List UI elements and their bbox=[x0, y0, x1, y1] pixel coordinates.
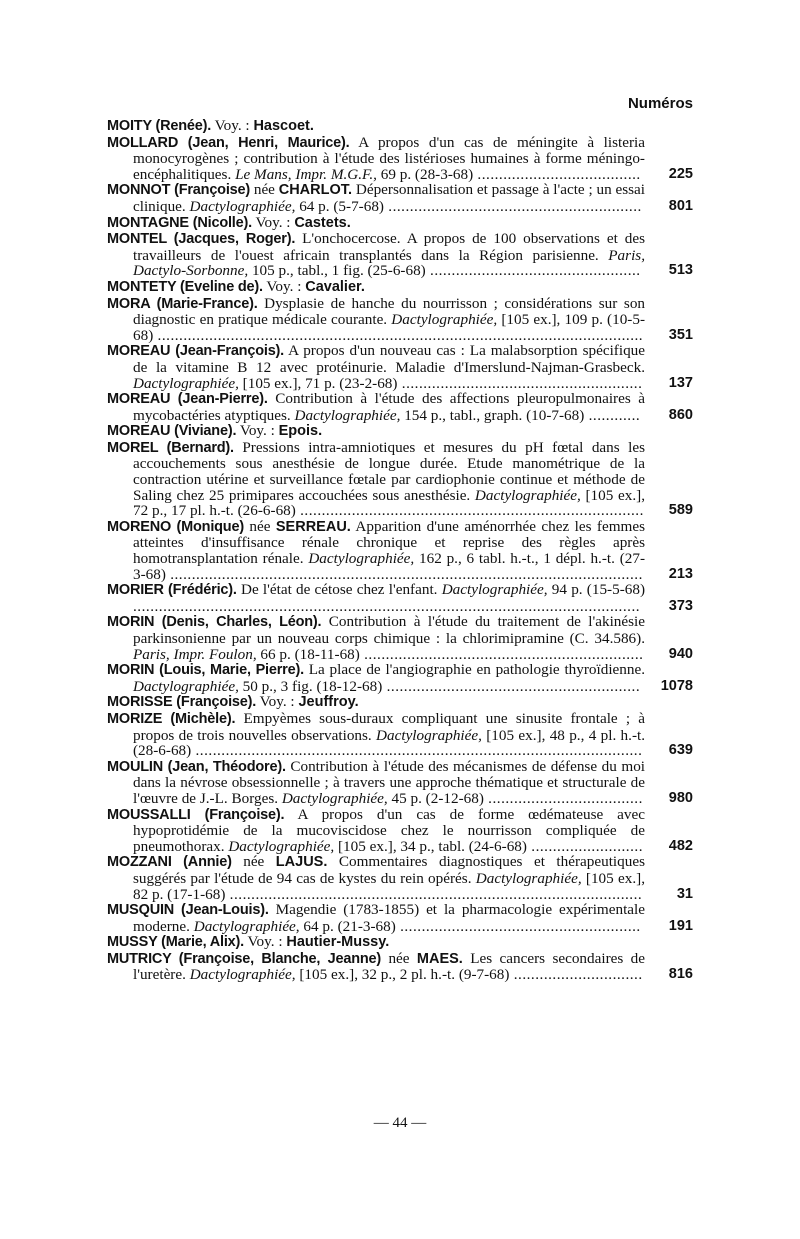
thesis-title: Contribution à l'étude des mécanismes de défense du moi dans la névrose obsessionnelle ; à travers une approche thématique et structurale de l'œuvre de J.-L. Borges. bbox=[133, 757, 646, 807]
thesis-title: Magendie (1783-1855) et la pharmacologie expérimentale moderne. bbox=[133, 901, 645, 935]
author-name: MORISSE (Françoise). bbox=[107, 694, 257, 711]
index-entry bbox=[107, 902, 693, 934]
entry-text bbox=[107, 133, 645, 183]
author-name: MOREAU (Viviane). bbox=[107, 423, 237, 440]
thesis-details: 154 p., tabl., graph. (10-7-68) bbox=[404, 406, 585, 424]
index-entry bbox=[107, 118, 693, 135]
thesis-title: Dysplasie de hanche du nourrisson ; considérations sur son diagnostic en pratique médicale courante. bbox=[133, 294, 646, 329]
page-header-numeros: Numéros bbox=[627, 95, 693, 112]
author-name: MORIN (Louis, Marie, Pierre). bbox=[107, 662, 304, 679]
author-name: MUTRICY (Françoise, Blanche, Jeanne) bbox=[107, 950, 382, 967]
cross-reference: Hascoet. bbox=[253, 118, 314, 134]
author-name: MONTAGNE (Nicolle). bbox=[107, 214, 252, 231]
thesis-number: 513 bbox=[668, 262, 693, 279]
publisher: Dactylographiée, bbox=[391, 311, 498, 329]
thesis-details: [105 ex.], 109 p. (10-5-68) bbox=[133, 311, 646, 344]
thesis-number: 801 bbox=[668, 197, 693, 214]
entry-text bbox=[107, 613, 645, 663]
index-entry bbox=[107, 854, 693, 902]
index-entry bbox=[107, 182, 693, 214]
index-entry bbox=[107, 296, 693, 344]
entry-text bbox=[107, 853, 645, 903]
index-entry bbox=[107, 279, 693, 296]
entry-list bbox=[107, 118, 693, 983]
thesis-number: 816 bbox=[668, 966, 693, 983]
thesis-number: 940 bbox=[668, 645, 693, 662]
leader-dots: ................................................. bbox=[425, 262, 641, 280]
see-also-label: Voy. : bbox=[239, 422, 279, 440]
thesis-number: 213 bbox=[668, 565, 693, 582]
entry-text bbox=[107, 342, 645, 392]
thesis-title: Pressions intra-amniotiques et mesures du pH fœtal dans les accouchements sous anesthésie de longue durée. Etude manométrique de la contraction utérine et surveillance fœtale par cardiophonie continue et méthode de Saling chez 25 primipares accouchées sous anesthésie. bbox=[133, 438, 646, 504]
index-entry bbox=[107, 694, 693, 711]
cross-reference: Jeuffroy. bbox=[298, 694, 359, 711]
thesis-number: 31 bbox=[676, 885, 693, 902]
thesis-details: 162 p., 6 tabl. h.-t., 1 dépl. h.-t. (27-3-68) bbox=[133, 550, 646, 583]
see-also-label: Voy. : bbox=[247, 933, 287, 951]
maiden-name: LAJUS. bbox=[275, 854, 328, 871]
thesis-number: 1078 bbox=[660, 677, 693, 694]
thesis-title: A propos d'un nouveau cas : La malabsorption spécifique de la vitamine B 12 avec protéinurie. Maladie d'Imerslund-Najman-Grasbeck. bbox=[133, 342, 645, 376]
publisher: Dactylographiée, bbox=[189, 966, 296, 984]
page-number: — 44 — bbox=[373, 1115, 427, 1131]
leader-dots: ...................................................................................................................... bbox=[133, 597, 641, 615]
index-entry bbox=[107, 662, 693, 694]
thesis-details: [105 ex.], 82 p. (17-1-68) bbox=[133, 869, 645, 903]
author-name: MOREAU (Jean-François). bbox=[107, 343, 285, 360]
index-entry bbox=[107, 215, 693, 232]
thesis-number: 482 bbox=[668, 837, 693, 854]
thesis-number: 351 bbox=[668, 326, 693, 343]
leader-dots: .............................. bbox=[509, 966, 643, 984]
author-name: MORIZE (Michèle). bbox=[107, 710, 236, 727]
thesis-number: 373 bbox=[668, 597, 693, 614]
leader-dots: ................................................................................................................. bbox=[153, 326, 644, 344]
author-name: MOZZANI (Annie) bbox=[107, 854, 232, 871]
nee-label: née bbox=[249, 517, 271, 535]
thesis-number: 589 bbox=[668, 502, 693, 519]
index-entry bbox=[107, 711, 693, 759]
leader-dots: ................................................................. bbox=[359, 645, 644, 663]
thesis-details: [105 ex.], 34 p., tabl. (24-6-68) bbox=[338, 837, 527, 855]
publisher: Dactylographiée, bbox=[189, 197, 296, 215]
thesis-details: 64 p. (21-3-68) bbox=[303, 917, 396, 935]
thesis-details: [105 ex.], 72 p., 17 pl. h.-t. (26-6-68) bbox=[133, 486, 645, 520]
entry-text bbox=[107, 181, 646, 215]
see-also-label: Voy. : bbox=[255, 213, 295, 231]
entry-text bbox=[107, 422, 645, 440]
thesis-details: 64 p. (5-7-68) bbox=[299, 197, 384, 215]
entry-text bbox=[107, 390, 646, 424]
publisher: Dactylographiée, bbox=[376, 726, 482, 744]
leader-dots: ................................................................................................ bbox=[225, 885, 643, 903]
thesis-number: 137 bbox=[668, 374, 693, 391]
leader-dots: ........................................................ bbox=[395, 917, 641, 935]
publisher: Le Mans, Impr. M.G.F., bbox=[235, 165, 377, 183]
thesis-title: A propos d'un cas de méningite à listeria monocyrogènes ; contribution à l'étude des listérioses humaines à forme méningo-encéphalitiques. bbox=[133, 133, 645, 183]
entry-text bbox=[107, 117, 645, 135]
publisher: Dactylographiée, bbox=[475, 869, 582, 887]
index-entry bbox=[107, 135, 693, 183]
thesis-number: 980 bbox=[668, 789, 693, 806]
index-entry bbox=[107, 231, 693, 279]
index-entry bbox=[107, 440, 693, 519]
entry-text bbox=[107, 757, 646, 807]
entry-text bbox=[107, 438, 646, 520]
entry-text bbox=[107, 213, 645, 232]
publisher: Dactylographiée, bbox=[281, 789, 388, 807]
see-also-label: Voy. : bbox=[214, 117, 254, 134]
author-name: MOREL (Bernard). bbox=[107, 439, 234, 456]
index-entry bbox=[107, 343, 693, 391]
author-name: MORENO (Monique) bbox=[107, 518, 244, 535]
entry-text bbox=[107, 949, 646, 984]
index-entry bbox=[107, 807, 693, 855]
thesis-details: 50 p., 3 fig. (18-12-68) bbox=[242, 677, 383, 695]
leader-dots: ............ bbox=[584, 406, 641, 424]
index-entry bbox=[107, 519, 693, 582]
thesis-details: 94 p. (15-5-68) bbox=[551, 581, 645, 599]
publisher: Paris, Impr. Foulon, bbox=[133, 645, 257, 663]
leader-dots: ........................................................... bbox=[382, 677, 641, 695]
maiden-name: SERREAU. bbox=[275, 518, 351, 535]
thesis-title: Contribution à l'étude du traitement de l'akinésie parkinsonienne par un nouveau corps chimique : la chlorimipramine (C. 34.586). bbox=[133, 613, 645, 647]
thesis-details: 105 p., tabl., 1 fig. (25-6-68) bbox=[251, 262, 426, 280]
author-name: MOULIN (Jean, Théodore). bbox=[107, 758, 286, 775]
thesis-number: 860 bbox=[668, 406, 693, 423]
leader-dots: ........................................................... bbox=[383, 197, 642, 215]
index-entry bbox=[107, 951, 693, 983]
thesis-details: [105 ex.], 71 p. (23-2-68) bbox=[242, 374, 398, 392]
maiden-name: MAES. bbox=[416, 950, 463, 967]
entry-text bbox=[107, 277, 645, 296]
author-name: MOUSSALLI (Françoise). bbox=[107, 806, 285, 823]
thesis-title: Commentaires diagnostiques et thérapeutiques suggérés par l'étude de 94 cas de kystes du rein opérés. bbox=[133, 853, 645, 887]
thesis-title: A propos d'un cas de forme œdémateuse avec hypoprotidémie de la mucoviscidose chez le nourrisson compliquée de pneumothorax. bbox=[133, 805, 646, 855]
publisher: Dactylographiée, bbox=[441, 581, 548, 599]
thesis-number: 191 bbox=[668, 917, 693, 934]
entry-text bbox=[107, 581, 645, 615]
author-name: MORIER (Frédéric). bbox=[107, 582, 237, 599]
thesis-details: 69 p. (28-3-68) bbox=[380, 165, 474, 183]
thesis-title: Les cancers secondaires de l'uretère. bbox=[133, 949, 646, 984]
entry-text bbox=[107, 901, 645, 935]
leader-dots: ........................................................................................................ bbox=[191, 742, 643, 760]
thesis-number: 639 bbox=[668, 742, 693, 759]
thesis-number: 225 bbox=[668, 165, 693, 182]
publisher: Dactylographiée, bbox=[228, 837, 335, 855]
thesis-title: Contribution à l'étude des affections pleuropulmonaires à mycobactéries atyptiques. bbox=[133, 390, 646, 424]
thesis-details: [105 ex.], 48 p., 4 pl. h.-t. (28-6-68) bbox=[133, 726, 646, 760]
leader-dots: ...................................... bbox=[473, 165, 641, 183]
author-name: MOREAU (Jean-Pierre). bbox=[107, 391, 268, 408]
thesis-title: Dépersonnalisation et passage à l'acte ; un essai clinique. bbox=[133, 181, 646, 215]
entry-text bbox=[107, 230, 645, 280]
thesis-title: De l'état de cétose chez l'enfant. bbox=[240, 581, 438, 599]
thesis-details: [105 ex.], 32 p., 2 pl. h.-t. (9-7-68) bbox=[299, 966, 510, 984]
index-entry bbox=[107, 582, 693, 614]
index-entry bbox=[107, 614, 693, 662]
cross-reference: Hautier-Mussy. bbox=[286, 934, 390, 951]
index-entry bbox=[107, 759, 693, 807]
author-name: MORA (Marie-France). bbox=[107, 295, 258, 312]
see-also-label: Voy. : bbox=[259, 693, 299, 711]
author-name: MONNOT (Françoise) bbox=[107, 182, 251, 199]
thesis-details: 66 p. (18-11-68) bbox=[260, 645, 360, 663]
author-name: MOLLARD (Jean, Henri, Maurice). bbox=[107, 134, 350, 151]
thesis-title: Apparition d'une aménorrhée chez les femmes atteintes d'insuffisance rénale chronique et reprise des règles après homotransplantation rénale. bbox=[133, 517, 646, 568]
entry-text bbox=[107, 709, 646, 760]
publisher: Dactylographiée, bbox=[474, 486, 581, 504]
entry-text bbox=[107, 933, 645, 951]
entry-text bbox=[107, 805, 646, 855]
publisher: Paris, Dactylo-Sorbonne, bbox=[133, 246, 645, 280]
entry-text bbox=[107, 294, 646, 344]
index-entry bbox=[107, 391, 693, 423]
entry-text bbox=[107, 693, 645, 711]
publisher: Dactylographiée, bbox=[133, 677, 239, 695]
thesis-title: La place de l'angiographie en pathologie thyroïdienne. bbox=[308, 661, 646, 679]
leader-dots: .............................................................................................................. bbox=[165, 565, 643, 583]
nee-label: née bbox=[243, 853, 265, 871]
cross-reference: Epois. bbox=[278, 423, 323, 440]
thesis-title: Empyèmes sous-duraux compliquant une sinusite frontale ; à propos de trois nouvelles observations. bbox=[133, 709, 646, 744]
leader-dots: ........................................................ bbox=[397, 374, 643, 392]
cross-reference: Castets. bbox=[294, 214, 351, 231]
author-name: MUSQUIN (Jean-Louis). bbox=[107, 902, 269, 919]
index-entry bbox=[107, 934, 693, 951]
publisher: Dactylographiée, bbox=[308, 550, 415, 568]
entry-text bbox=[107, 661, 646, 695]
publisher: Dactylographiée, bbox=[193, 917, 300, 935]
author-name: MONTETY (Eveline de). bbox=[107, 278, 263, 295]
leader-dots: .......................... bbox=[526, 837, 643, 855]
cross-reference: Cavalier. bbox=[305, 278, 365, 295]
publisher: Dactylographiée, bbox=[133, 374, 239, 392]
author-name: MOITY (Renée). bbox=[107, 118, 212, 134]
leader-dots: .................................... bbox=[483, 789, 643, 807]
maiden-name: CHARLOT. bbox=[278, 182, 353, 199]
entry-text bbox=[107, 517, 646, 583]
author-name: MONTEL (Jacques, Roger). bbox=[107, 231, 296, 248]
author-name: MUSSY (Marie, Alix). bbox=[107, 934, 245, 951]
index-entry bbox=[107, 423, 693, 440]
author-name: MORIN (Denis, Charles, Léon). bbox=[107, 614, 322, 631]
thesis-title: L'onchocercose. A propos de 100 observations et des travailleurs de l'ouest africain transplantés dans la Région parisienne. bbox=[133, 230, 645, 264]
nee-label: née bbox=[388, 949, 410, 967]
see-also-label: Voy. : bbox=[266, 277, 306, 295]
leader-dots: ................................................................................ bbox=[295, 502, 644, 520]
publisher: Dactylographiée, bbox=[294, 406, 401, 424]
nee-label: née bbox=[253, 181, 275, 199]
thesis-details: 45 p. (2-12-68) bbox=[391, 789, 484, 807]
